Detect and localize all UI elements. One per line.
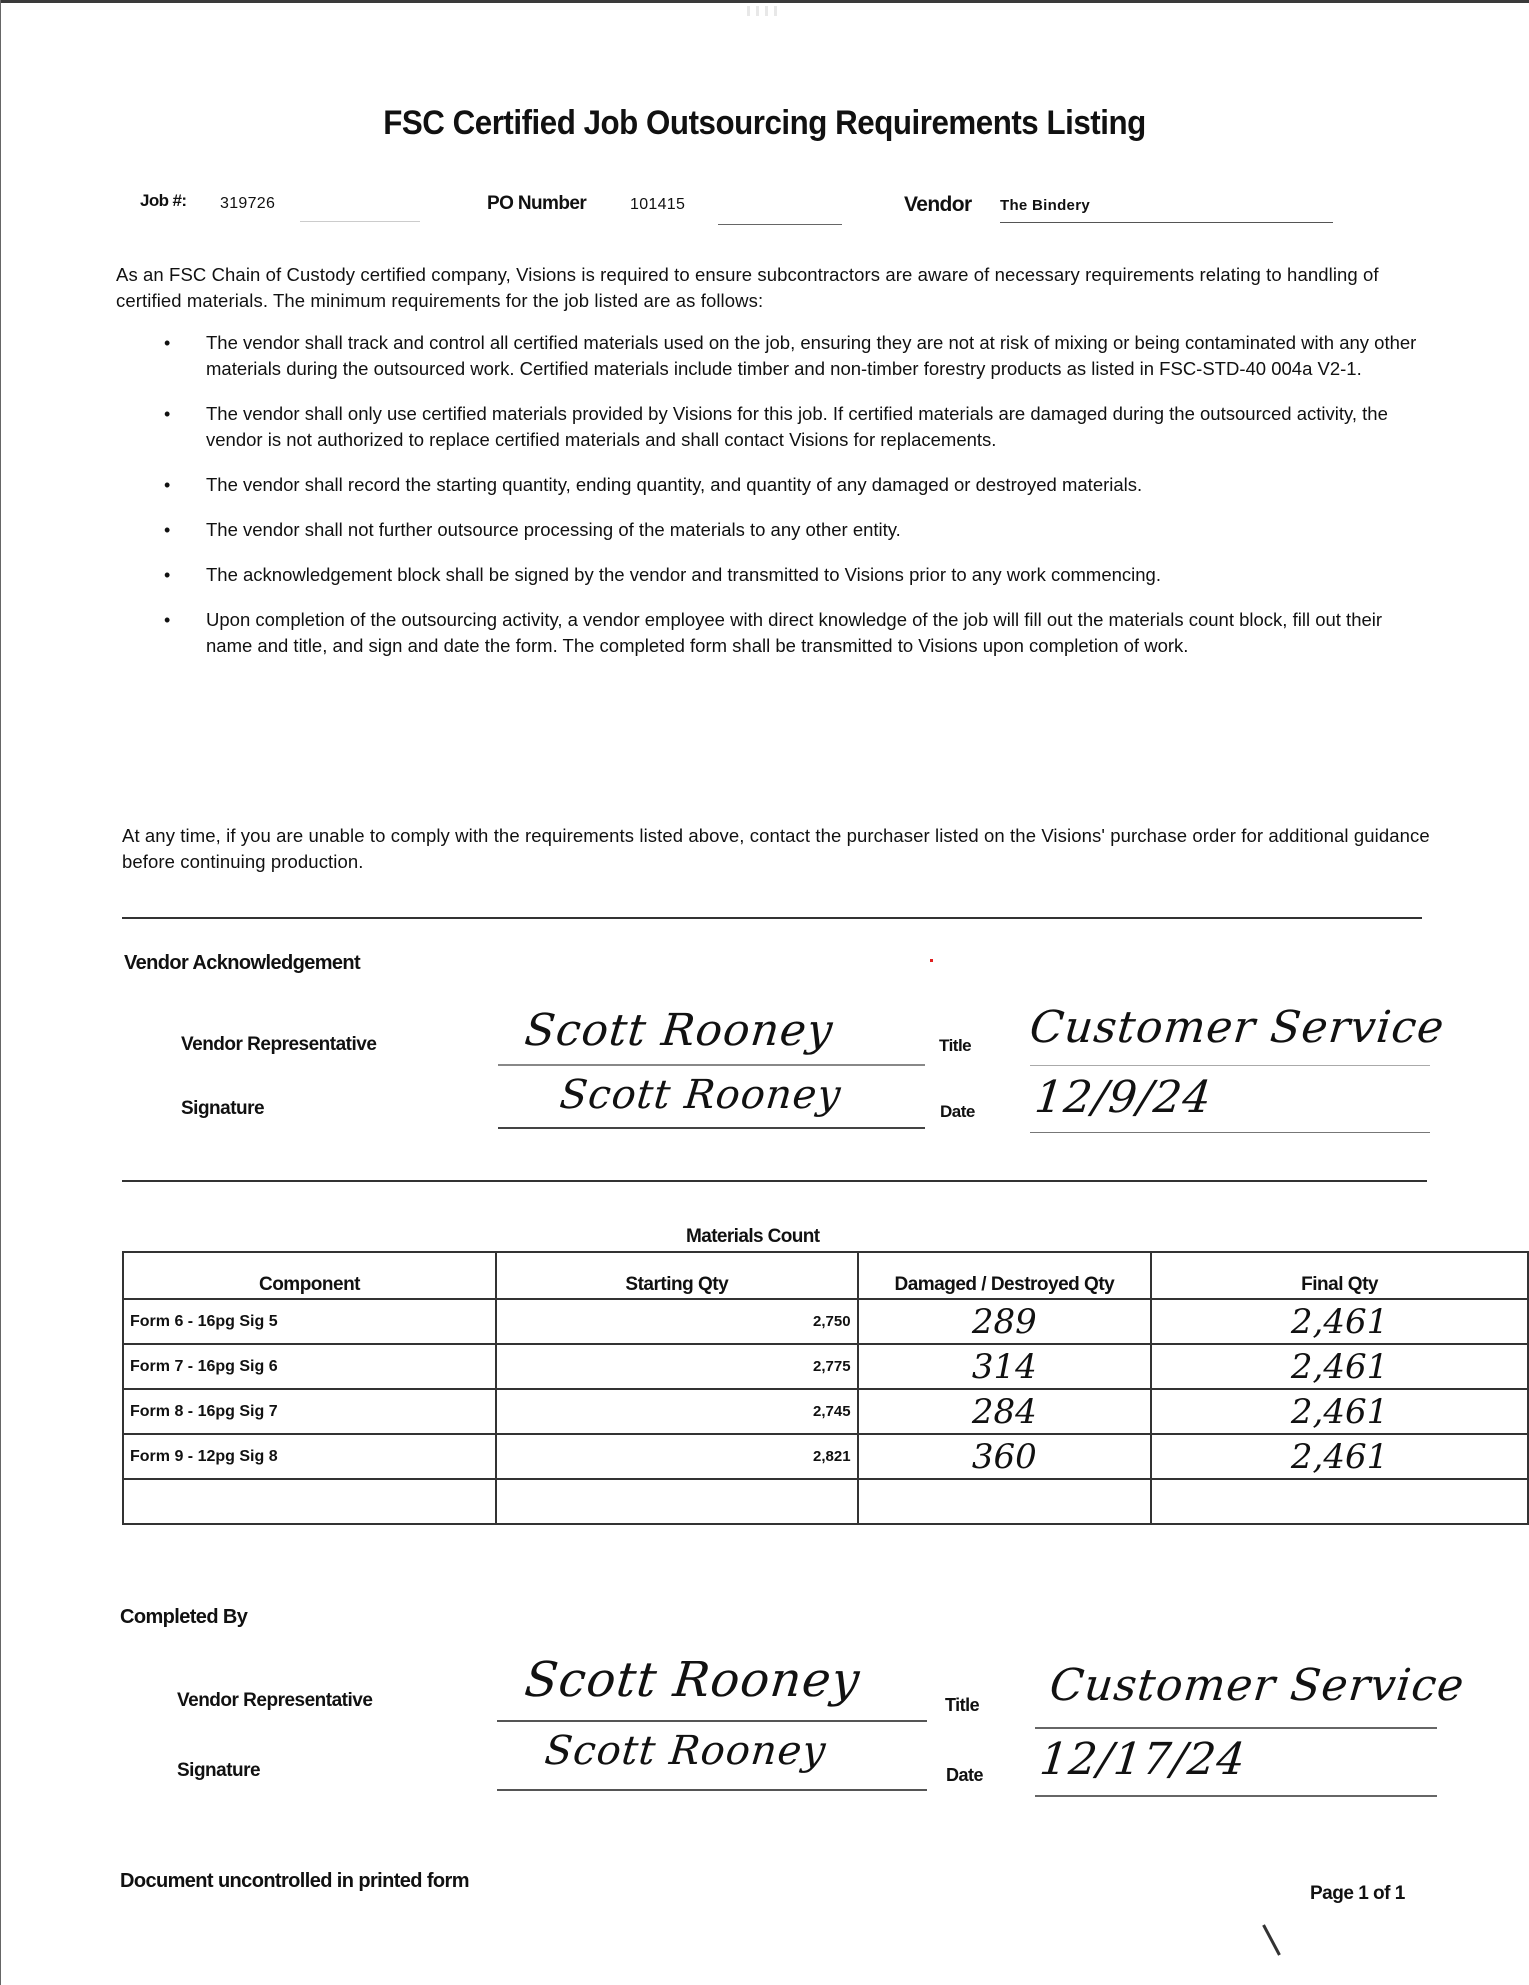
final-qty-cell[interactable]: 2,461 [1151, 1389, 1528, 1434]
document-title: FSC Certified Job Outsourcing Requirements Listing [383, 104, 1146, 142]
table-row [123, 1344, 1528, 1389]
damaged-qty-cell[interactable]: 284 [858, 1389, 1152, 1434]
final-qty-cell[interactable] [1151, 1479, 1528, 1524]
component-cell: Form 9 - 12pg Sig 8 [123, 1434, 496, 1479]
vendor-underline [1000, 222, 1333, 223]
materials-count-table [122, 1251, 1529, 1525]
job-number-label: Job #: [140, 191, 187, 210]
po-number-value: 101415 [630, 196, 686, 213]
ack-date-value[interactable]: 12/9/24 [1032, 1072, 1215, 1123]
intro-paragraph: As an FSC Chain of Custody certified company, Visions is required to ensure subcontractors are aware of necessary requirements relating to handling of certified materials. The minimum requirements for the job listed are as follows: [116, 264, 1379, 311]
starting-qty-cell: 2,745 [496, 1389, 858, 1434]
completed-title-line [1035, 1727, 1437, 1729]
requirement-item: • Upon completion of the outsourcing activity, a vendor employee with direct knowledge of the job will fill out the materials count block, fill out their name and title, and sign and date the form. The completed form shall be transmitted to Visions upon completion of work. [150, 607, 1430, 659]
completed-signature-label: Signature [177, 1760, 261, 1781]
po-number-underline [718, 224, 842, 225]
job-number-underline [300, 221, 420, 222]
ack-signature-line [498, 1127, 925, 1129]
completed-rep-label: Vendor Representative [177, 1690, 373, 1711]
completed-rep-line [497, 1720, 927, 1722]
vendor-label: Vendor [904, 193, 972, 216]
ack-signature-label: Signature [181, 1098, 265, 1119]
requirement-item: • The vendor shall not further outsource processing of the materials to any other entity. [150, 517, 1430, 543]
window-top-bar [0, 0, 1529, 3]
component-cell: Form 8 - 16pg Sig 7 [123, 1389, 496, 1434]
materials-count-caption: Materials Count [686, 1226, 820, 1247]
requirement-item: • The vendor shall record the starting quantity, ending quantity, and quantity of any damaged or destroyed materials. [150, 472, 1430, 498]
job-number-value: 319726 [220, 195, 276, 212]
component-cell[interactable] [123, 1479, 496, 1524]
component-cell: Form 7 - 16pg Sig 6 [123, 1344, 496, 1389]
table-row [123, 1434, 1528, 1479]
column-header-component: Component [123, 1252, 496, 1299]
column-header-final-qty: Final Qty [1151, 1252, 1528, 1299]
starting-qty-cell: 2,750 [496, 1299, 858, 1344]
damaged-qty-cell[interactable] [858, 1479, 1152, 1524]
completed-rep-value[interactable]: Scott Rooney [522, 1652, 863, 1708]
completed-title-label: Title [945, 1695, 980, 1715]
component-cell: Form 6 - 16pg Sig 5 [123, 1299, 496, 1344]
section-divider [122, 1180, 1427, 1182]
pen-stroke-mark [1262, 1924, 1281, 1955]
ack-title-value[interactable]: Customer Service [1027, 1002, 1448, 1053]
completed-title-value[interactable]: Customer Service [1047, 1660, 1468, 1711]
completed-signature-value[interactable]: Scott Rooney [542, 1728, 829, 1774]
table-header-row [123, 1252, 1528, 1299]
ack-signature-value[interactable]: Scott Rooney [557, 1072, 844, 1118]
damaged-qty-cell[interactable]: 314 [858, 1344, 1152, 1389]
table-row-empty [123, 1479, 1528, 1524]
closing-paragraph: At any time, if you are unable to comply with the requirements listed above, contact the purchaser listed on the Visions' purchase order for additional guidance before continuing production. [122, 825, 1430, 872]
table-row [123, 1389, 1528, 1434]
completed-date-line [1035, 1795, 1437, 1797]
requirement-item: • The acknowledgement block shall be signed by the vendor and transmitted to Visions prior to any work commencing. [150, 562, 1430, 588]
requirement-item: • The vendor shall track and control all certified materials used on the job, ensuring they are not at risk of mixing or being contaminated with any other materials during the outsourced work. Certified materials include timber and non-timber forestry products as listed in FSC-STD-40 004a V2-1. [150, 330, 1430, 382]
starting-qty-cell[interactable] [496, 1479, 858, 1524]
final-qty-cell[interactable]: 2,461 [1151, 1344, 1528, 1389]
ack-rep-label: Vendor Representative [181, 1034, 377, 1055]
ack-rep-line [498, 1064, 925, 1066]
requirement-item: • The vendor shall only use certified materials provided by Visions for this job. If certified materials are damaged during the outsourced activity, the vendor is not authorized to replace certified materials and shall contact Visions for replacements. [150, 401, 1430, 453]
final-qty-cell[interactable]: 2,461 [1151, 1434, 1528, 1479]
column-header-damaged-qty: Damaged / Destroyed Qty [858, 1252, 1152, 1299]
completed-date-label: Date [946, 1765, 984, 1785]
footer-uncontrolled-note: Document uncontrolled in printed form [120, 1870, 469, 1892]
requirements-list [150, 330, 1430, 659]
damaged-qty-cell[interactable]: 289 [858, 1299, 1152, 1344]
ack-title-line [1030, 1065, 1430, 1066]
drag-grip-icon[interactable] [747, 6, 783, 16]
page-left-edge [0, 0, 1, 1985]
damaged-qty-cell[interactable]: 360 [858, 1434, 1152, 1479]
completed-signature-line [497, 1789, 927, 1791]
acknowledgement-section-title: Vendor Acknowledgement [124, 952, 361, 974]
starting-qty-cell: 2,821 [496, 1434, 858, 1479]
po-number-label: PO Number [487, 193, 587, 214]
page-number: Page 1 of 1 [1310, 1883, 1405, 1904]
section-divider [122, 917, 1422, 919]
completed-by-section-title: Completed By [120, 1606, 248, 1628]
ack-date-line [1030, 1132, 1430, 1133]
column-header-starting-qty: Starting Qty [496, 1252, 858, 1299]
ack-title-label: Title [939, 1036, 972, 1055]
ack-rep-value[interactable]: Scott Rooney [522, 1005, 836, 1056]
ack-date-label: Date [940, 1102, 975, 1121]
final-qty-cell[interactable]: 2,461 [1151, 1299, 1528, 1344]
table-row [123, 1299, 1528, 1344]
vendor-value: The Bindery [1000, 197, 1090, 214]
starting-qty-cell: 2,775 [496, 1344, 858, 1389]
red-mark [930, 959, 933, 962]
completed-date-value[interactable]: 12/17/24 [1037, 1734, 1249, 1785]
